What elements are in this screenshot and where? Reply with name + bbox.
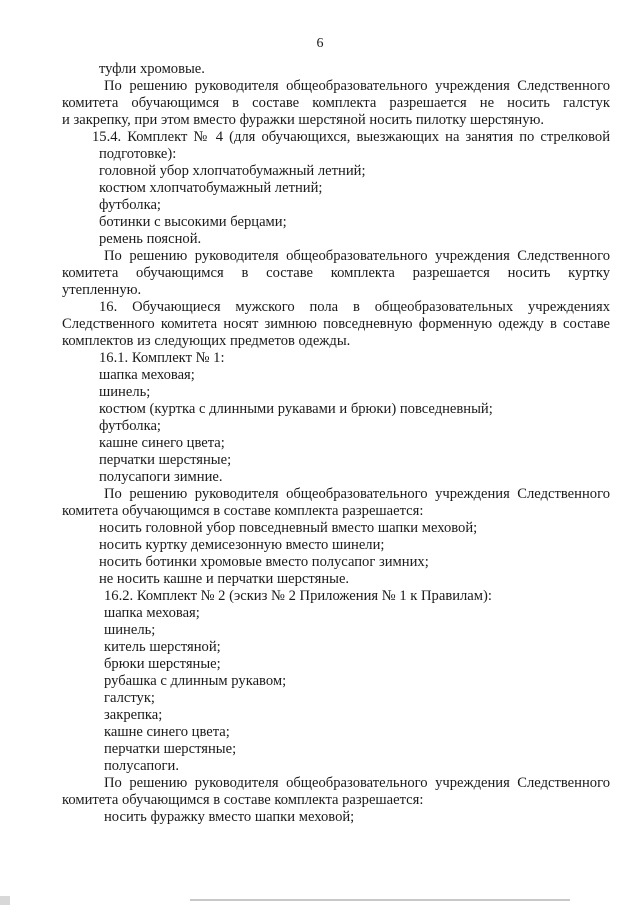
text-line: 16.1. Комплект № 1: bbox=[99, 350, 225, 366]
text-line: носить ботинки хромовые вместо полусапог зимних; bbox=[99, 554, 429, 570]
text-line: 16. Обучающиеся мужского пола в общеобразовательных учреждениях bbox=[99, 299, 610, 315]
text-line: кашне синего цвета; bbox=[104, 724, 230, 740]
text-line: головной убор хлопчатобумажный летний; bbox=[99, 163, 366, 179]
page-number: 6 bbox=[316, 36, 324, 51]
text-line: костюм хлопчатобумажный летний; bbox=[99, 180, 323, 196]
text-line: кашне синего цвета; bbox=[99, 435, 225, 451]
text-line: полусапоги зимние. bbox=[99, 469, 223, 485]
text-line: и закрепку, при этом вместо фуражки шерстяной носить пилотку шерстяную. bbox=[62, 112, 545, 128]
text-line: перчатки шерстяные; bbox=[104, 741, 237, 757]
text-line: По решению руководителя общеобразовательного учреждения Следственного bbox=[104, 775, 610, 791]
text-line: носить головной убор повседневный вместо шапки меховой; bbox=[99, 520, 478, 536]
text-line: комплектов из следующих предметов одежды. bbox=[62, 333, 351, 349]
text-line: шинель; bbox=[104, 622, 156, 638]
scan-corner-mark bbox=[0, 896, 10, 905]
text-line: 16.2. Комплект № 2 (эскиз № 2 Приложения № 1 к Правилам): bbox=[104, 588, 492, 604]
text-line: шапка меховая; bbox=[99, 367, 195, 383]
text-line: комитета обучающимся в составе комплекта разрешается не носить галстук bbox=[62, 95, 610, 111]
text-line: туфли хромовые. bbox=[99, 61, 205, 77]
text-line: ремень поясной. bbox=[99, 231, 202, 247]
text-line: утепленную. bbox=[62, 282, 142, 298]
text-line: По решению руководителя общеобразовательного учреждения Следственного bbox=[104, 248, 610, 264]
text-line: брюки шерстяные; bbox=[104, 656, 221, 672]
text-line: комитета обучающимся в составе комплекта разрешается: bbox=[62, 792, 424, 808]
text-line: подготовке): bbox=[99, 146, 177, 162]
text-line: Следственного комитета носят зимнюю повседневную форменную одежду в составе bbox=[62, 316, 610, 332]
text-line: шинель; bbox=[99, 384, 151, 400]
scan-bottom-edge bbox=[190, 899, 570, 901]
text-line: шапка меховая; bbox=[104, 605, 200, 621]
text-line: китель шерстяной; bbox=[104, 639, 221, 655]
text-line: полусапоги. bbox=[104, 758, 179, 774]
text-line: футболка; bbox=[99, 197, 161, 213]
text-line: носить куртку демисезонную вместо шинели; bbox=[99, 537, 385, 553]
text-line: комитета обучающимся в составе комплекта разрешается носить куртку bbox=[62, 265, 610, 281]
text-line: По решению руководителя общеобразовательного учреждения Следственного bbox=[104, 78, 610, 94]
text-line: костюм (куртка с длинными рукавами и брюки) повседневный; bbox=[99, 401, 493, 417]
text-line: перчатки шерстяные; bbox=[99, 452, 232, 468]
text-line: носить фуражку вместо шапки меховой; bbox=[104, 809, 355, 825]
document-body bbox=[62, 61, 610, 826]
text-line: ботинки с высокими берцами; bbox=[99, 214, 287, 230]
text-line: футболка; bbox=[99, 418, 161, 434]
text-line: рубашка с длинным рукавом; bbox=[104, 673, 287, 689]
text-line: комитета обучающимся в составе комплекта разрешается: bbox=[62, 503, 424, 519]
text-line: галстук; bbox=[104, 690, 155, 706]
text-line: По решению руководителя общеобразовательного учреждения Следственного bbox=[104, 486, 610, 502]
text-line: закрепка; bbox=[104, 707, 163, 723]
text-line: 15.4. Комплект № 4 (для обучающихся, выезжающих на занятия по стрелковой bbox=[92, 129, 610, 145]
text-line: не носить кашне и перчатки шерстяные. bbox=[99, 571, 350, 587]
